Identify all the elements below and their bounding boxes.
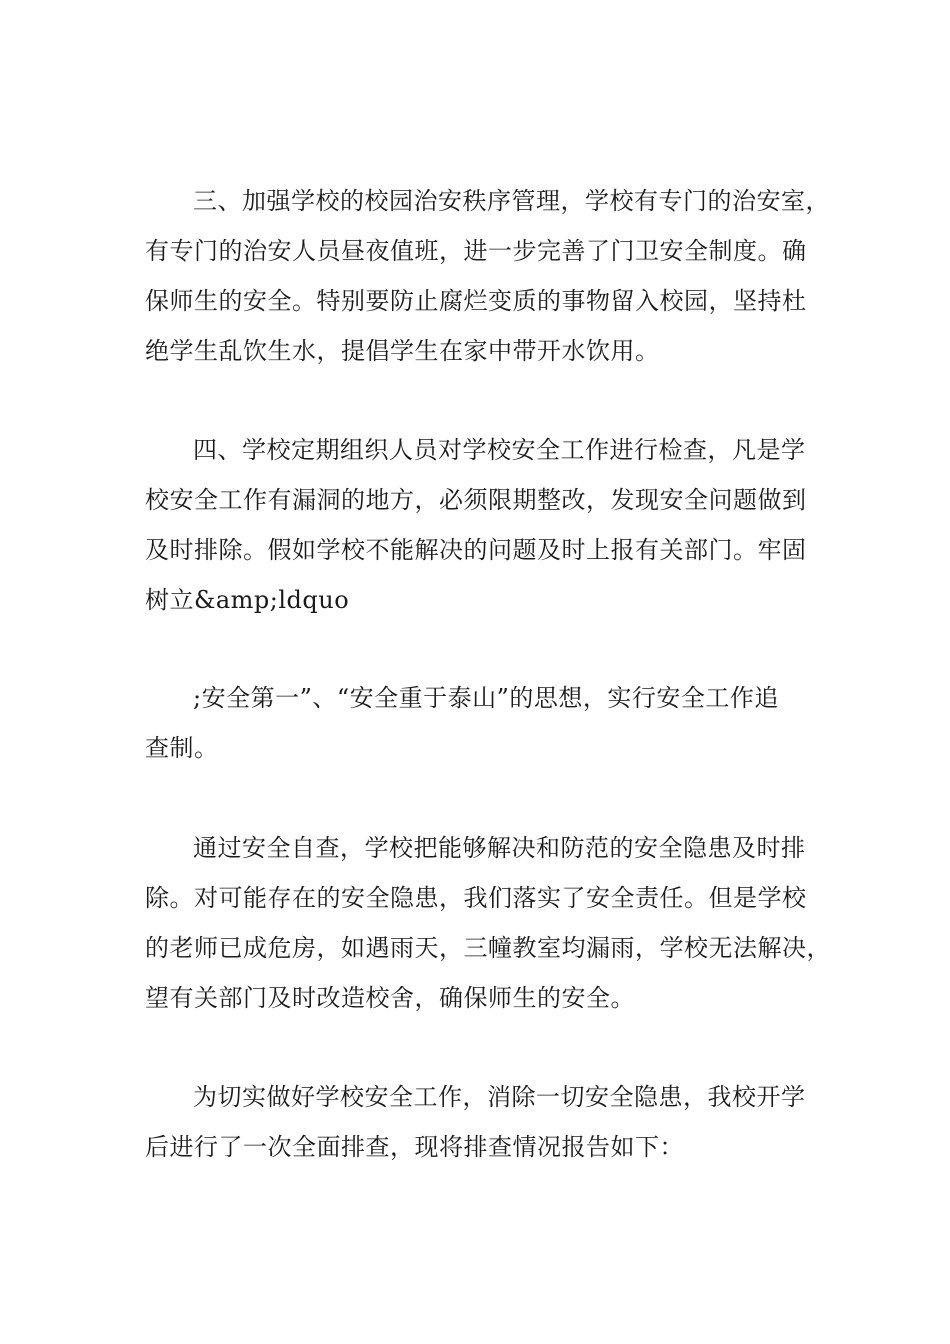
paragraph-line: 的老师已成危房，如遇雨天，三幢教室均漏雨，学校无法解决，	[145, 934, 831, 962]
paragraph-line: 查制。	[145, 734, 219, 762]
paragraph-line: ;安全第一”、“安全重于泰山”的思想，实行安全工作追	[193, 684, 779, 712]
paragraph-security-order	[145, 176, 835, 376]
paragraph-safety-first	[145, 673, 835, 773]
paragraph-line: 通过安全自查，学校把能够解决和防范的安全隐患及时排	[193, 834, 806, 862]
paragraph-line: 除。对可能存在的安全隐患，我们落实了安全责任。但是学校	[145, 884, 807, 912]
paragraph-self-inspection	[145, 823, 835, 1023]
paragraph-regular-inspection	[145, 425, 835, 625]
paragraph-line: 校安全工作有漏洞的地方，必须限期整改，发现安全问题做到	[145, 486, 807, 514]
paragraph-line: 后进行了一次全面排查，现将排查情况报告如下：	[145, 1133, 684, 1161]
paragraph-report-intro	[145, 1072, 835, 1172]
paragraph-line: 有专门的治安人员昼夜值班，进一步完善了门卫安全制度。确	[145, 237, 807, 265]
paragraph-line: 望有关部门及时改造校舍，确保师生的安全。	[145, 984, 635, 1012]
paragraph-line: 及时排除。假如学校不能解决的问题及时上报有关部门。牢固	[145, 536, 807, 564]
paragraph-line: 树立&amp;ldquo	[145, 586, 350, 614]
paragraph-line: 绝学生乱饮生水，提倡学生在家中带开水饮用。	[145, 337, 660, 365]
paragraph-line: 四、学校定期组织人员对学校安全工作进行检查，凡是学	[193, 436, 806, 464]
paragraph-line: 保师生的安全。特别要防止腐烂变质的事物留入校园，坚持杜	[145, 287, 807, 315]
paragraph-line: 三、加强学校的校园治安秩序管理，学校有专门的治安室，	[193, 187, 830, 215]
paragraph-line: 为切实做好学校安全工作，消除一切安全隐患，我校开学	[193, 1083, 806, 1111]
